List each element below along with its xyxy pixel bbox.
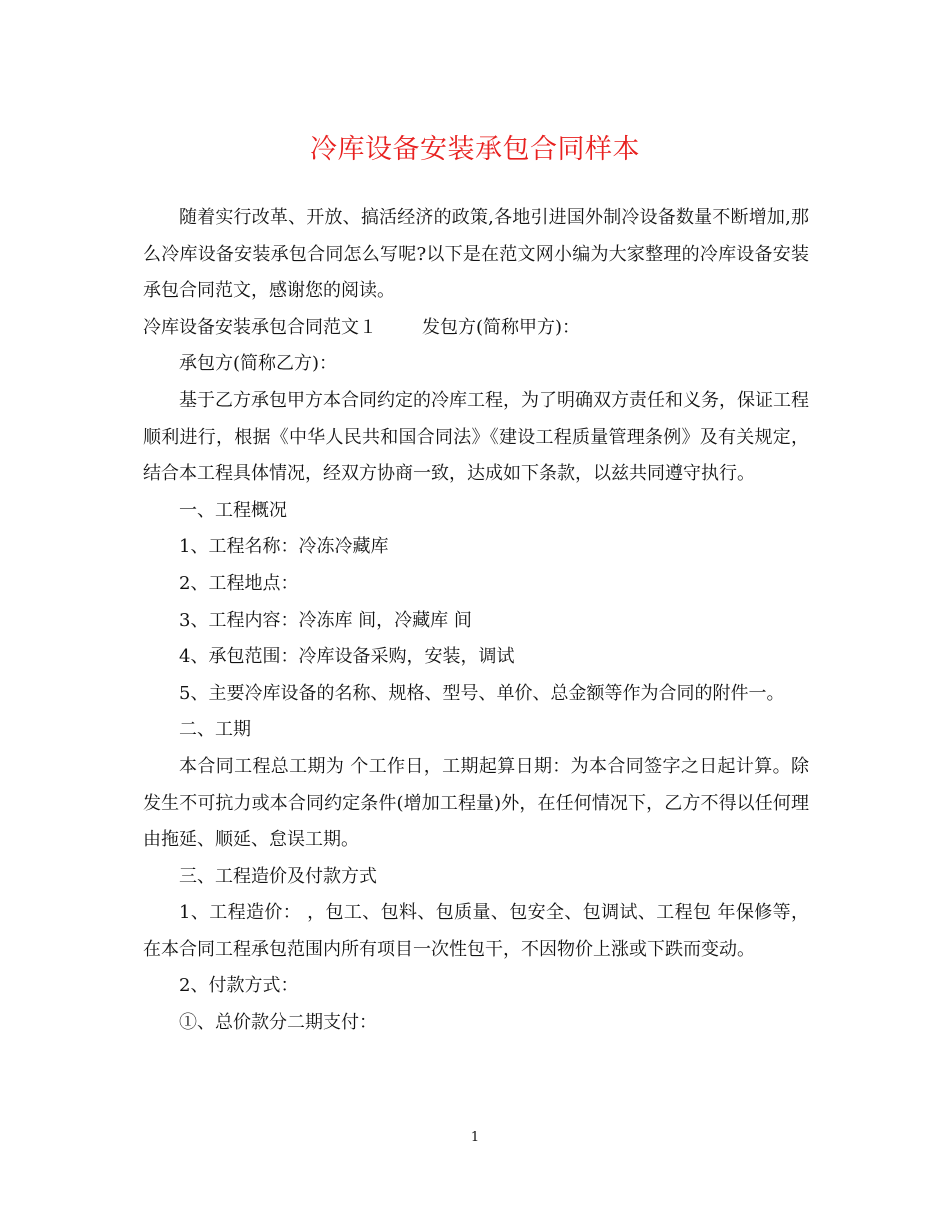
document-title: 冷库设备安装承包合同样本	[310, 134, 640, 165]
paragraph-contract-heading	[143, 310, 809, 347]
paragraph-intro: 随着实行改革、开放、搞活经济的政策,各地引进国外制冷设备数量不断增加,那么冷库设备安装承包合同怎么写呢?以下是在范文网小编为大家整理的冷库设备安装承包合同范文，感谢您的阅读。	[143, 207, 809, 302]
paragraph-preamble: 基于乙方承包甲方本合同约定的冷库工程，为了明确双方责任和义务，保证工程顺利进行，根据《中华人民共和国合同法》《建设工程质量管理条例》及有关规定，结合本工程具体情况，经双方协商一致，达成如下条款，以兹共同遵守执行。	[143, 389, 809, 485]
list-item-installments: ①、总价款分二期支付：	[179, 1012, 377, 1034]
list-item-payment-method: 2、付款方式：	[179, 975, 299, 997]
paragraph-schedule: 本合同工程总工期为 个工作日，工期起算日期：为本合同签字之日起计算。除发生不可抗力或本合同约定条件(增加工程量)外，在任何情况下，乙方不得以任何理由拖延、顺延、怠误工期。	[143, 755, 809, 851]
list-item-equipment: 5、主要冷库设备的名称、规格、型号、单价、总金额等作为合同的附件一。	[179, 682, 785, 704]
document-body	[143, 200, 809, 1042]
list-item-contract-scope: 4、承包范围：冷库设备采购，安装，调试	[179, 646, 515, 668]
list-item-project-content: 3、工程内容：冷冻库 间，冷藏库 间	[179, 609, 472, 631]
paragraph-party-b: 承包方(简称乙方)：	[179, 353, 338, 375]
section-heading-cost-payment: 三、工程造价及付款方式	[179, 865, 377, 887]
page-number: 1	[470, 1130, 480, 1145]
list-item-project-name: 1、工程名称：冷冻冷藏库	[179, 536, 389, 558]
contract-heading-label: 冷库设备安装承包合同范文１	[143, 316, 377, 338]
list-item-project-cost: 1、工程造价： ，包工、包料、包质量、包安全、包调试、工程包 年保修等，在本合同工程承包范围内所有项目一次性包干，不因物价上涨或下跌而变动。	[143, 902, 809, 960]
party-a-label: 发包方(简称甲方)：	[422, 316, 581, 338]
list-item-project-location: 2、工程地点：	[179, 572, 299, 594]
section-heading-schedule: 二、工期	[179, 719, 251, 741]
section-heading-overview: 一、工程概况	[179, 499, 287, 521]
